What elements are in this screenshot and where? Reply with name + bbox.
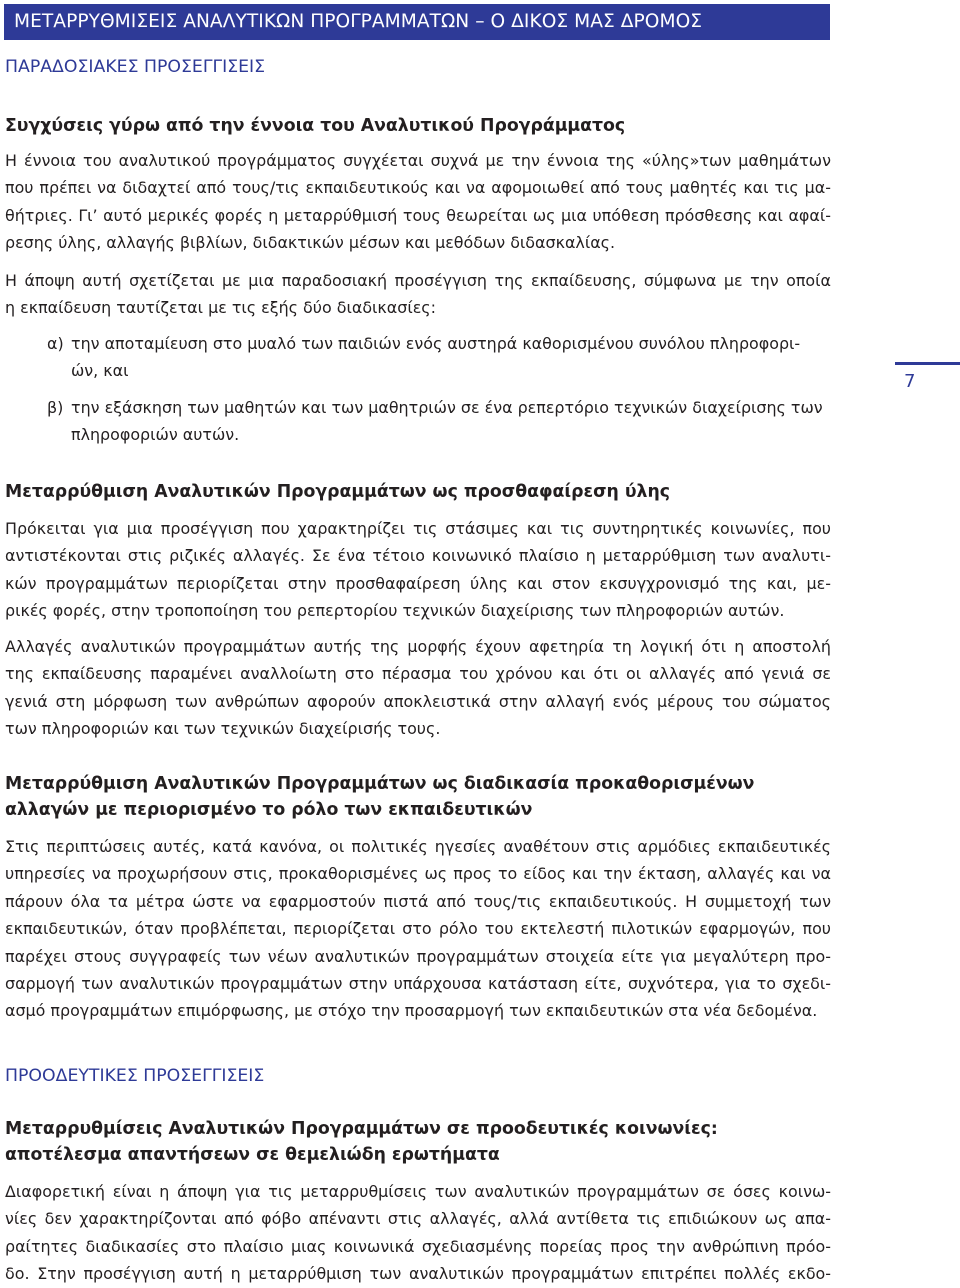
text-line: παρέχει στους συγγραφείς των νέων αναλυτικών προγραμμάτων στοιχεία είτε για μεγαλύτερη προ- <box>5 946 831 966</box>
addsub-paragraph-1 <box>5 515 831 625</box>
text-line: ρεσης ύλης, αλλαγής βιβλίων, διδακτικών μέσων και μεθόδων διδασκαλίας. <box>5 233 616 253</box>
page-number-rule <box>895 362 960 365</box>
traditional-heading: ΠΑΡΑΔΟΣΙΑΚΕΣ ΠΡΟΣΕΓΓΙΣΕΙΣ <box>5 57 266 77</box>
text-line: κών προγραμμάτων περιορίζεται στην προσθαφαίρεση ύλης και στον εκσυγχρονισμό της και, με- <box>5 573 831 593</box>
heading-line: αλλαγών με περιορισμένο το ρόλο των εκπαιδευτικών <box>5 800 533 820</box>
text-line: γενιά στη μόρφωση των ανθρώπων αφορούν αποκλειστικά στην αλλαγή ενός μέρους του σώματος <box>5 691 831 711</box>
addsub-paragraph-2 <box>5 633 831 743</box>
predefined-title <box>5 771 754 823</box>
confusion-paragraph-1 <box>5 147 831 257</box>
text-line: ραίτητες διαδικασίες στο πλαίσιο μιας κοινωνικά σχεδιασμένης πορείας προς την ανθρώπινη πρόο- <box>5 1236 831 1256</box>
text-line: Πρόκειται για μια προσέγγιση που χαρακτηρίζει τις στάσιμες και τις συντηρητικές κοινωνίες, που <box>5 519 831 538</box>
list-text <box>71 330 837 385</box>
text-line: η εκπαίδευση ταυτίζεται με τις εξής δύο διαδικασίες: <box>5 298 436 318</box>
confusion-paragraph-2 <box>5 267 831 322</box>
list-marker: β) <box>47 398 64 417</box>
text-line: ασμό προγραμμάτων επιμόρφωσης, με στόχο την προσαρμογή των εκπαιδευτικών στα νέα δεδομένα. <box>5 1001 818 1021</box>
text-line: υπηρεσίες να προχωρήσουν στις, προκαθορισμένες ως προς το είδος και την έκταση, αλλαγές και να <box>5 864 831 884</box>
list-marker: α) <box>47 334 64 353</box>
text-line: Διαφορετική είναι η άποψη για τις μεταρρυθμίσεις των αναλυτικών προγραμμάτων σε όσες κοινω- <box>5 1182 831 1201</box>
text-line: την εξάσκηση των μαθητών και των μαθητριών σε ένα ρεπερτόριο τεχνικών διαχείρισης των <box>71 398 823 417</box>
predefined-paragraph-1 <box>5 833 831 1025</box>
text-line: πάρουν όλα τα μέτρα ώστε να εφαρμοστούν πιστά από τους/τις εκπαιδευτικούς. Η συμμετοχή των <box>5 891 831 911</box>
confusion-title: Συγχύσεις γύρω από την έννοια του Αναλυτικού Προγράμματος <box>5 116 626 136</box>
text-line: πληροφοριών αυτών. <box>71 425 240 445</box>
text-line: σαρμογή των αναλυτικών προγραμμάτων στην υπάρχουσα κατάσταση είτε, συχνότερα, για το σχεδι- <box>5 974 831 994</box>
header-title: ΜΕΤΑΡΡΥΘΜΙΣΕΙΣ ΑΝΑΛΥΤΙΚΩΝ ΠΡΟΓΡΑΜΜΑΤΩΝ – Ο ΔΙΚΟΣ ΜΑΣ ΔΡΟΜΟΣ <box>14 11 703 32</box>
list-text <box>71 394 837 449</box>
text-line: των πληροφοριών και των τεχνικών διαχείρισής τους. <box>5 719 441 739</box>
heading-line: αποτέλεσμα απαντήσεων σε θεμελιώδη ερωτήματα <box>5 1145 500 1165</box>
text-line: που πρέπει να διδαχτεί από τους/τις εκπαιδευτικούς και να αφομοιωθεί από τους μαθητές και τις μα- <box>5 178 831 198</box>
page-number: 7 <box>904 371 916 392</box>
text-line: θήτριες. Γι’ αυτό μερικές φορές η μεταρρύθμισή τους θεωρείται ως μια υπόθεση πρόσθεσης και αφαί- <box>5 205 831 225</box>
text-line: ρικές φορές, στην τροποποίηση του ρεπερτορίου τεχνικών διαχείρισης των πληροφοριών αυτών. <box>5 601 785 621</box>
heading-line: Μεταρρυθμίσεις Αναλυτικών Προγραμμάτων σε προοδευτικές κοινωνίες: <box>5 1119 718 1139</box>
reforms-paragraph-1 <box>5 1178 831 1288</box>
text-line: αντιστέκονται στις ριζικές αλλαγές. Σε ένα τέτοιο κοινωνικό πλαίσιο η μεταρρύθμιση των αναλυτι- <box>5 546 831 566</box>
addsub-title: Μεταρρύθμιση Αναλυτικών Προγραμμάτων ως προσθαφαίρεση ύλης <box>5 482 670 502</box>
text-line: εκπαιδευτικών, όταν προβλέπεται, περιορίζεται στο ρόλο του εκτελεστή πιλοτικών εφαρμογών, που <box>5 919 831 939</box>
text-line: της εκπαίδευσης παραμένει αναλλοίωτη στο πέρασμα του χρόνου και ότι οι αλλαγές από γενιά σε <box>5 664 831 684</box>
header-bar <box>4 4 830 40</box>
text-line: Η άποψη αυτή σχετίζεται με μια παραδοσιακή προσέγγιση της εκπαίδευσης, σύμφωνα με την οποία <box>5 271 831 290</box>
text-line: Η έννοια του αναλυτικού προγράμματος συγχέεται συχνά με την έννοια της «ύλης»των μαθημάτων <box>5 151 831 170</box>
text-line: δο. Στην προσέγγιση αυτή η μεταρρύθμιση των αναλυτικών προγραμμάτων επιτρέπει πολλές εκδο- <box>5 1264 831 1284</box>
text-line: ών, και <box>71 361 129 381</box>
progressive-heading: ΠΡΟΟΔΕΥΤΙΚΕΣ ΠΡΟΣΕΓΓΙΣΕΙΣ <box>5 1066 265 1086</box>
text-line: Στις περιπτώσεις αυτές, κατά κανόνα, οι πολιτικές ηγεσίες αναθέτουν στις αρμόδιες εκπαιδευτικές <box>5 837 831 856</box>
text-line: νίες δεν χαρακτηρίζονται από φόβο απέναντι στις αλλαγές, αλλά αντίθετα τις επιδιώκουν ως απα- <box>5 1209 831 1229</box>
text-line: Αλλαγές αναλυτικών προγραμμάτων αυτής της μορφής έχουν αφετηρία τη λογική ότι η αποστολή <box>5 637 831 656</box>
reforms-title <box>5 1116 718 1168</box>
heading-line: Μεταρρύθμιση Αναλυτικών Προγραμμάτων ως διαδικασία προκαθορισμένων <box>5 774 755 794</box>
text-line: την αποταμίευση στο μυαλό των παιδιών ενός αυστηρά καθορισμένου συνόλου πληροφορι- <box>71 334 801 353</box>
